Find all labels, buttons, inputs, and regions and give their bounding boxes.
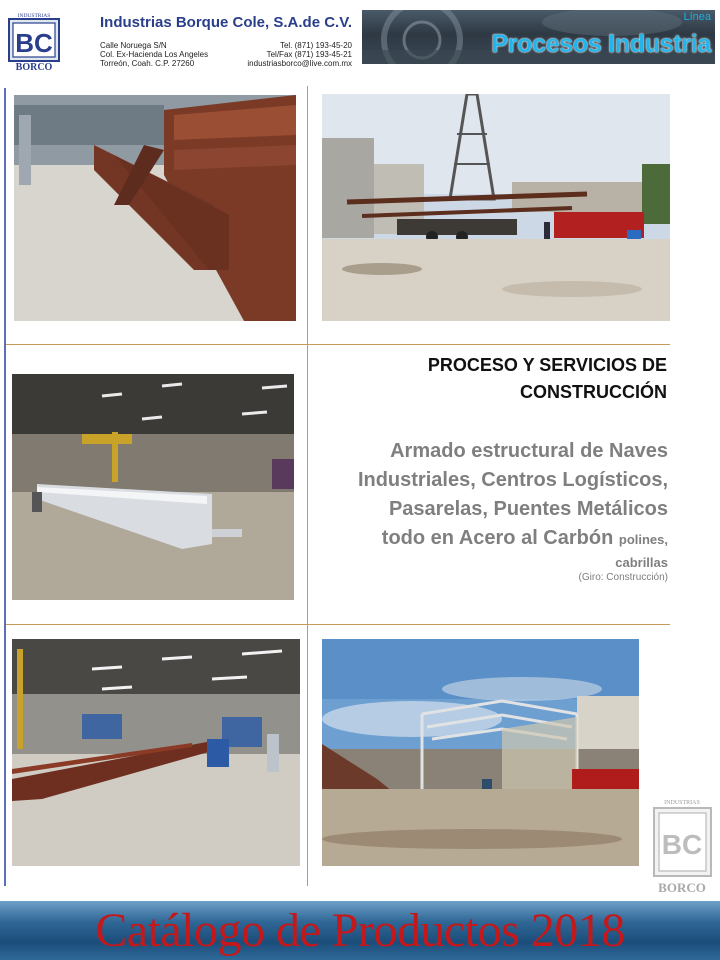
- photo-steel-beams-warehouse: [14, 95, 296, 321]
- photo-workshop-aluminum-profiles: [12, 374, 294, 600]
- photo-trailer-structure-yard: [322, 94, 670, 321]
- banner-title: Procesos Industria: [491, 30, 711, 58]
- logo-top-text: INDUSTRIAS: [17, 13, 51, 19]
- left-rule: [4, 88, 6, 886]
- row-divider: [6, 344, 670, 345]
- description-text: todo en Acero al Carbón: [381, 527, 614, 549]
- description-line: Industriales, Centros Logísticos,: [357, 469, 668, 491]
- company-info: [100, 14, 360, 74]
- description-line: [328, 524, 668, 554]
- company-name: Industrias Borque Cole, S.A.de C.V.: [100, 14, 352, 31]
- address-line: Calle Noruega S/N: [100, 41, 167, 50]
- logo-monogram: BC: [15, 28, 53, 58]
- trailer-yard-photo-icon: [322, 94, 670, 321]
- banner-subtitle: Línea: [683, 11, 711, 23]
- description-line: Pasarelas, Puentes Metálicos: [388, 498, 668, 520]
- section-title-line: PROCESO Y SERVICIOS DE: [427, 355, 667, 375]
- watermark-top-text: INDUSTRIAS: [664, 800, 700, 806]
- email-line: industriasborco@live.com.mx: [247, 59, 352, 68]
- fax-line: Tel/Fax (871) 193-45-21: [266, 50, 352, 59]
- row-divider: [6, 624, 670, 625]
- footer-banner: [0, 901, 720, 960]
- section-title: [337, 352, 667, 406]
- watermark-bottom-text: BORCO: [658, 880, 706, 895]
- address-line: Col. Ex-Hacienda Los Angeles: [100, 50, 209, 59]
- company-logo-watermark: [650, 796, 715, 896]
- address-line: Torreón, Coah. C.P. 27260: [100, 59, 195, 68]
- description-tail-line: cabrillas: [615, 555, 668, 570]
- company-logo: [3, 10, 65, 72]
- section-title-line: CONSTRUCCIÓN: [520, 382, 667, 402]
- workshop-photo-icon: [12, 374, 294, 600]
- description-tail: polines,: [618, 532, 668, 547]
- steel-beams-photo-icon: [14, 95, 296, 321]
- header-banner: [362, 10, 715, 64]
- description-line: Armado estructural de Naves: [390, 440, 668, 462]
- photo-steel-frame-construction: [322, 639, 639, 866]
- catalog-title: Catálogo de Productos 2018: [95, 904, 625, 957]
- giro-note: (Giro: Construcción): [578, 572, 668, 583]
- steel-frame-photo-icon: [322, 639, 639, 866]
- photo-workshop-red-beams: [12, 639, 300, 866]
- logo-bottom-text: BORCO: [15, 62, 53, 72]
- center-rule: [307, 86, 308, 886]
- workshop-beams-photo-icon: [12, 639, 300, 866]
- watermark-monogram: BC: [661, 829, 703, 860]
- phone-line: Tel. (871) 193-45-20: [279, 41, 352, 50]
- service-description: [328, 437, 668, 572]
